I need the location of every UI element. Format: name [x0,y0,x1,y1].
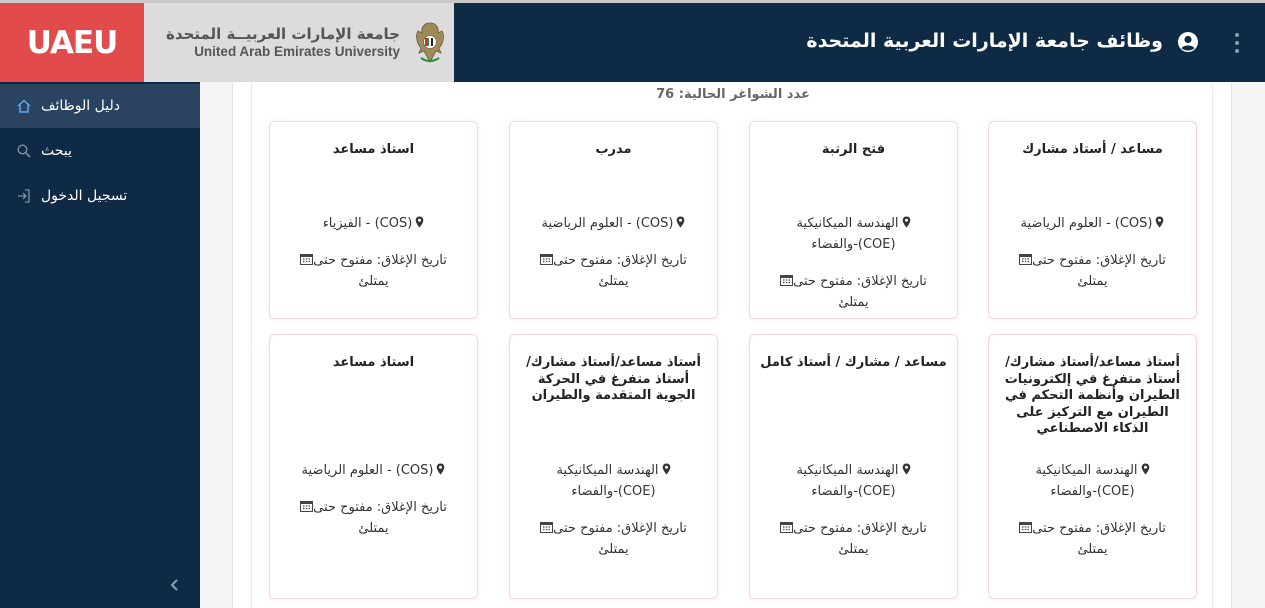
job-title[interactable]: مساعد / أستاذ مشارك [1022,142,1163,157]
home-icon [16,98,32,114]
map-marker-icon [902,463,911,475]
sidebar-item-search[interactable] [0,129,200,173]
job-card[interactable] [509,334,718,599]
main-content [200,82,1265,608]
jobs-panel-inner [251,82,1213,608]
calendar-icon [300,253,313,265]
map-marker-icon [662,463,671,475]
university-name [166,25,400,61]
job-closing-date: تاريخ الإغلاق: مفتوح حتى يمتلئ [280,250,467,292]
university-name-en: United Arab Emirates University [194,43,401,59]
sidebar [0,82,200,608]
sidebar-item-label: يبحث [41,143,72,159]
job-card[interactable] [509,121,718,319]
calendar-icon [540,521,553,533]
uaeu-logo-text: UAEU [26,24,118,61]
job-department: (COS) - الفيزياء [280,213,467,234]
calendar-icon [1019,521,1032,533]
job-department: الهندسة الميكانيكية (COE)-والفضاء [520,460,707,502]
map-marker-icon [676,216,685,228]
sidebar-item-label: دليل الوظائف [41,98,120,114]
search-icon [16,143,32,159]
job-closing-date: تاريخ الإغلاق: مفتوح حتى يمتلئ [999,250,1186,292]
job-title[interactable]: استاذ مساعد [332,355,415,370]
job-card[interactable] [269,334,478,599]
job-department: (COS) - العلوم الرياضية [520,213,707,234]
job-closing-date: تاريخ الإغلاق: مفتوح حتى يمتلئ [280,497,467,539]
kebab-menu-icon[interactable] [1234,33,1240,53]
map-marker-icon [436,463,445,475]
chevron-left-icon[interactable] [168,578,182,592]
job-card[interactable] [749,334,958,599]
job-title[interactable]: مساعد / مشارك / أستاذ كامل [760,355,947,370]
sign-in-icon [16,188,32,204]
job-card[interactable] [988,121,1197,319]
job-title[interactable]: فتح الرتبة [821,142,886,157]
calendar-icon [300,500,313,512]
user-circle-icon[interactable] [1177,31,1199,53]
sidebar-item-label: تسجيل الدخول [41,188,128,204]
jobs-panel [232,82,1232,608]
job-closing-date: تاريخ الإغلاق: مفتوح حتى يمتلئ [520,518,707,560]
map-marker-icon [1155,216,1164,228]
job-closing-date: تاريخ الإغلاق: مفتوح حتى يمتلئ [760,271,947,313]
map-marker-icon [415,216,424,228]
map-marker-icon [1141,463,1150,475]
job-title[interactable]: استاذ مساعد [332,142,415,157]
uae-emblem-icon [410,20,450,66]
calendar-icon [780,521,793,533]
job-title[interactable]: أستاذ مساعد/أستاذ مشارك/ أستاذ متفرغ في الحركة الجوية المتقدمة والطيران [526,355,701,403]
university-name-ar: جامعة الإمارات العربيــة المتحدة [166,24,401,43]
job-department: (COS) - العلوم الرياضية [280,460,467,481]
job-department: الهندسة الميكانيكية (COE)-والفضاء [999,460,1186,502]
calendar-icon [1019,253,1032,265]
job-department: الهندسة الميكانيكية (COE)-والفضاء [760,460,947,502]
job-title[interactable]: مدرب [595,142,632,157]
job-closing-date: تاريخ الإغلاق: مفتوح حتى يمتلئ [999,518,1186,560]
job-closing-date: تاريخ الإغلاق: مفتوح حتى يمتلئ [520,250,707,292]
job-card[interactable] [749,121,958,319]
calendar-icon [540,253,553,265]
sidebar-item-login[interactable] [0,174,200,218]
job-department: الهندسة الميكانيكية (COE)-والفضاء [760,213,947,255]
university-logo[interactable] [144,3,454,82]
site-title[interactable]: وظائف جامعة الإمارات العربية المتحدة [806,30,1163,52]
map-marker-icon [902,216,911,228]
job-card[interactable] [269,121,478,319]
uaeu-logo-block[interactable] [0,3,144,82]
calendar-icon [780,274,793,286]
job-title[interactable]: أستاذ مساعد/أستاذ مشارك/ أستاذ متفرغ في إلكترونيات الطيران وأنظمة التحكم في الطيران مع التركيز على الذكاء الاصطناعي [1004,355,1181,436]
job-department: (COS) - العلوم الرياضية [999,213,1186,234]
job-closing-date: تاريخ الإغلاق: مفتوح حتى يمتلئ [760,518,947,560]
job-card[interactable] [988,334,1197,599]
sidebar-item-jobs-directory[interactable] [0,84,200,128]
vacancies-count: عدد الشواغر الحالية: 76 [656,87,810,102]
